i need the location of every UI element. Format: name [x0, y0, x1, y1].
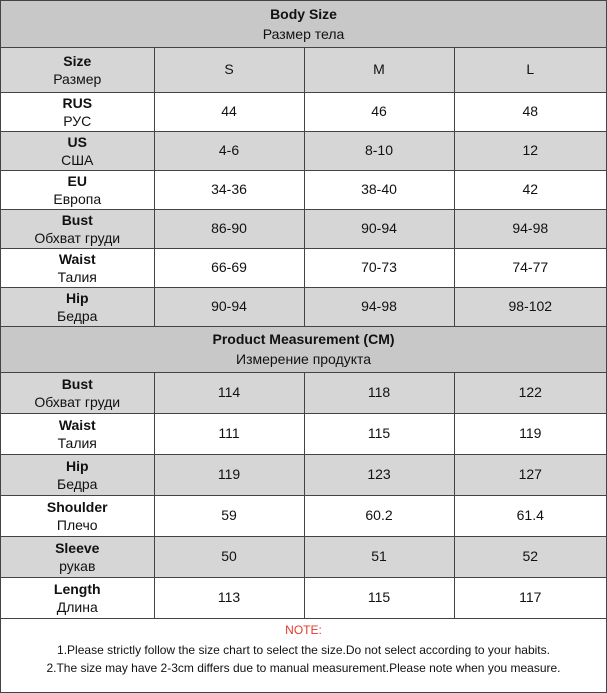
- row-label-ru: Длина: [56, 598, 98, 615]
- body-size-title: Body Size: [270, 5, 337, 22]
- cell-value: 119: [154, 454, 304, 495]
- table-row: [1, 536, 606, 577]
- cell-value: 4-6: [154, 131, 304, 170]
- table-row: [1, 209, 606, 248]
- row-label: RUS: [62, 94, 93, 111]
- size-label: Size: [63, 52, 92, 69]
- product-title-ru: Измерение продукта: [236, 351, 372, 367]
- cell-value: 90-94: [154, 287, 304, 326]
- row-label-ru: Талия: [57, 268, 97, 285]
- row-label-cell: [1, 209, 154, 248]
- body-size-title-cell: [1, 1, 606, 47]
- cell-value: 74-77: [454, 248, 606, 287]
- row-label-ru: Талия: [57, 434, 97, 451]
- row-label-ru: рукав: [59, 557, 96, 574]
- row-label-ru: РУС: [63, 112, 92, 129]
- cell-value: 70-73: [304, 248, 454, 287]
- row-label-cell: [1, 372, 154, 413]
- row-label: Waist: [58, 416, 96, 433]
- body-size-header-row: [1, 1, 606, 47]
- row-label: Bust: [61, 211, 93, 228]
- cell-value: 111: [154, 413, 304, 454]
- cell-value: 117: [454, 577, 606, 618]
- row-label: EU: [67, 172, 87, 189]
- table-row: [1, 131, 606, 170]
- row-label: US: [67, 133, 87, 150]
- size-label-ru: Размер: [53, 70, 102, 87]
- cell-value: 60.2: [304, 495, 454, 536]
- cell-value: 98-102: [454, 287, 606, 326]
- row-label-ru: Обхват груди: [34, 393, 121, 410]
- cell-value: 90-94: [304, 209, 454, 248]
- cell-value: 52: [454, 536, 606, 577]
- cell-value: 50: [154, 536, 304, 577]
- product-title: Product Measurement (CM): [212, 331, 395, 347]
- row-label-cell: [1, 536, 154, 577]
- row-label-ru: Обхват груди: [34, 229, 121, 246]
- row-label: Waist: [58, 250, 96, 267]
- table-row: [1, 248, 606, 287]
- cell-value: 114: [154, 372, 304, 413]
- body-size-title-ru: Размер тела: [262, 25, 345, 42]
- row-label-cell: [1, 170, 154, 209]
- row-label-ru: Бедра: [57, 475, 98, 492]
- table-row: [1, 495, 606, 536]
- row-label: Length: [53, 580, 101, 597]
- row-label-cell: [1, 92, 154, 131]
- row-label-cell: [1, 495, 154, 536]
- size-table: [1, 1, 606, 619]
- cell-value: 127: [454, 454, 606, 495]
- row-label-ru: Бедра: [57, 307, 98, 324]
- cell-value: 86-90: [154, 209, 304, 248]
- cell-value: 61.4: [454, 495, 606, 536]
- cell-value: 48: [454, 92, 606, 131]
- cell-value: 38-40: [304, 170, 454, 209]
- row-label-ru: Плечо: [56, 516, 98, 533]
- row-label-ru: Европа: [53, 190, 102, 207]
- row-label-cell: [1, 454, 154, 495]
- table-row: [1, 372, 606, 413]
- cell-value: 122: [454, 372, 606, 413]
- cell-value: 8-10: [304, 131, 454, 170]
- table-row: [1, 170, 606, 209]
- table-row: [1, 92, 606, 131]
- cell-value: 66-69: [154, 248, 304, 287]
- cell-value: 115: [304, 577, 454, 618]
- row-label-cell: [1, 413, 154, 454]
- table-row: [1, 413, 606, 454]
- cell-value: 46: [304, 92, 454, 131]
- cell-value: 42: [454, 170, 606, 209]
- row-label: Bust: [61, 375, 93, 392]
- size-s: S: [154, 47, 304, 92]
- row-label: Shoulder: [46, 498, 108, 515]
- cell-value: 34-36: [154, 170, 304, 209]
- cell-value: 119: [454, 413, 606, 454]
- product-header-row: [1, 326, 606, 372]
- size-m: M: [304, 47, 454, 92]
- row-label-cell: [1, 131, 154, 170]
- row-label-cell: [1, 287, 154, 326]
- note-line-1: 1.Please strictly follow the size chart to select the size.Do not select according to your habits.: [57, 643, 550, 657]
- notes-section: [1, 621, 606, 677]
- cell-value: 113: [154, 577, 304, 618]
- row-label-cell: [1, 577, 154, 618]
- cell-value: 59: [154, 495, 304, 536]
- row-label-ru: США: [61, 151, 94, 168]
- cell-value: 94-98: [304, 287, 454, 326]
- row-label: Hip: [65, 289, 89, 306]
- row-label-cell: [1, 248, 154, 287]
- cell-value: 115: [304, 413, 454, 454]
- cell-value: 51: [304, 536, 454, 577]
- size-label-cell: [1, 47, 154, 92]
- table-row: [1, 454, 606, 495]
- size-header-row: [1, 47, 606, 92]
- cell-value: 123: [304, 454, 454, 495]
- product-title-cell: [1, 326, 606, 372]
- cell-value: 118: [304, 372, 454, 413]
- cell-value: 44: [154, 92, 304, 131]
- note-line-2: 2.The size may have 2-3cm differs due to manual measurement.Please note when you measure.: [46, 661, 561, 675]
- row-label: Sleeve: [55, 539, 100, 556]
- note-title: NOTE:: [285, 623, 322, 637]
- table-row: [1, 287, 606, 326]
- cell-value: 12: [454, 131, 606, 170]
- size-l: L: [454, 47, 606, 92]
- cell-value: 94-98: [454, 209, 606, 248]
- table-row: [1, 577, 606, 618]
- row-label: Hip: [65, 457, 89, 474]
